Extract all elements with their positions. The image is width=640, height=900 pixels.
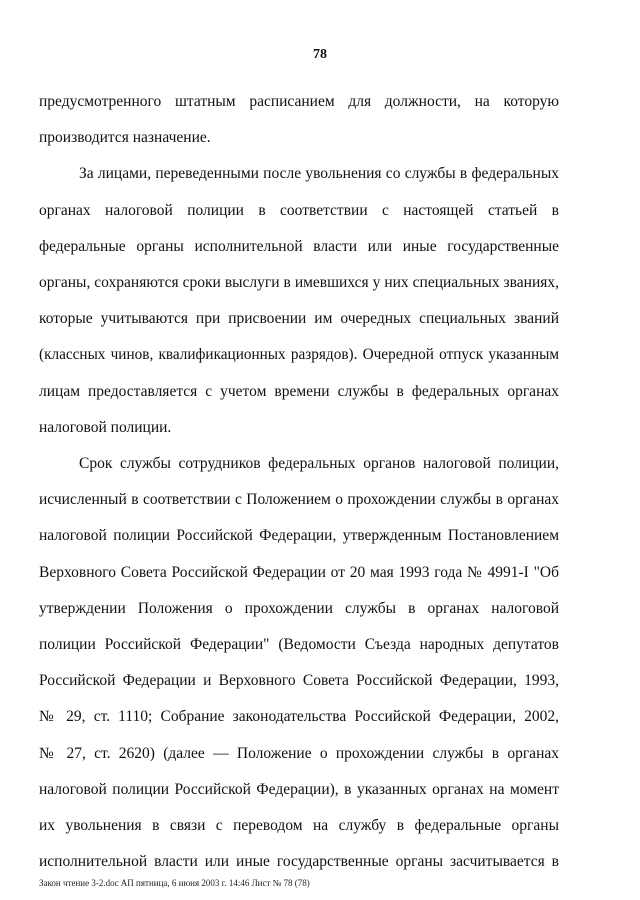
text-line: № 29, ст. 1110; Собрание законодательства Российской Федерации, 2002, bbox=[39, 708, 559, 726]
text-line: Российской Федерации и Верховного Совета Российской Федерации, 1993, bbox=[39, 672, 559, 690]
text-line: органы, сохраняются сроки выслуги в имевшихся у них специальных званиях, bbox=[39, 274, 559, 292]
text-line: исполнительной власти или иные государственные органы засчитывается в bbox=[39, 853, 559, 871]
text-line: налоговой полиции Российской Федерации, утвержденным Постановлением bbox=[39, 527, 559, 545]
text-line: федеральные органы исполнительной власти или иные государственные bbox=[39, 237, 559, 255]
text-line: их увольнения в связи с переводом на службу в федеральные органы bbox=[39, 817, 559, 835]
text-line: предусмотренного штатным расписанием для должности, на которую bbox=[39, 93, 559, 110]
text-line: лицам предоставляется с учетом времени службы в федеральных органах bbox=[39, 382, 559, 400]
page-number: 78 bbox=[313, 47, 327, 62]
text-line: За лицами, переведенными после увольнения со службы в федеральных bbox=[79, 165, 559, 183]
document-footer: Закон чтение 3-2.doc АП пятница, 6 июня 2003 г. 14:46 Лист № 78 (78) bbox=[39, 878, 310, 888]
text-line: налоговой полиции. bbox=[39, 418, 172, 436]
text-line: № 27, ст. 2620) (далее — Положение о прохождении службы в органах bbox=[39, 744, 559, 762]
text-line: Верховного Совета Российской Федерации от 20 мая 1993 года № 4991-I "Об bbox=[39, 563, 559, 581]
text-line: полиции Российской Федерации" (Ведомости Съезда народных депутатов bbox=[39, 636, 559, 654]
text-line: которые учитываются при присвоении им очередных специальных званий bbox=[39, 310, 559, 328]
text-line: производится назначение. bbox=[39, 129, 211, 147]
text-line: органах налоговой полиции в соответствии с настоящей статьей в bbox=[39, 201, 559, 219]
text-line: исчисленный в соответствии с Положением о прохождении службы в органах bbox=[39, 491, 559, 509]
text-line: утверждении Положения о прохождении службы в органах налоговой bbox=[39, 599, 559, 617]
text-line: (классных чинов, квалификационных разрядов). Очередной отпуск указанным bbox=[39, 346, 559, 364]
text-line: Срок службы сотрудников федеральных органов налоговой полиции, bbox=[79, 455, 559, 473]
text-line: налоговой полиции Российской Федерации), в указанных органах на момент bbox=[39, 780, 559, 798]
document-body bbox=[39, 84, 559, 880]
